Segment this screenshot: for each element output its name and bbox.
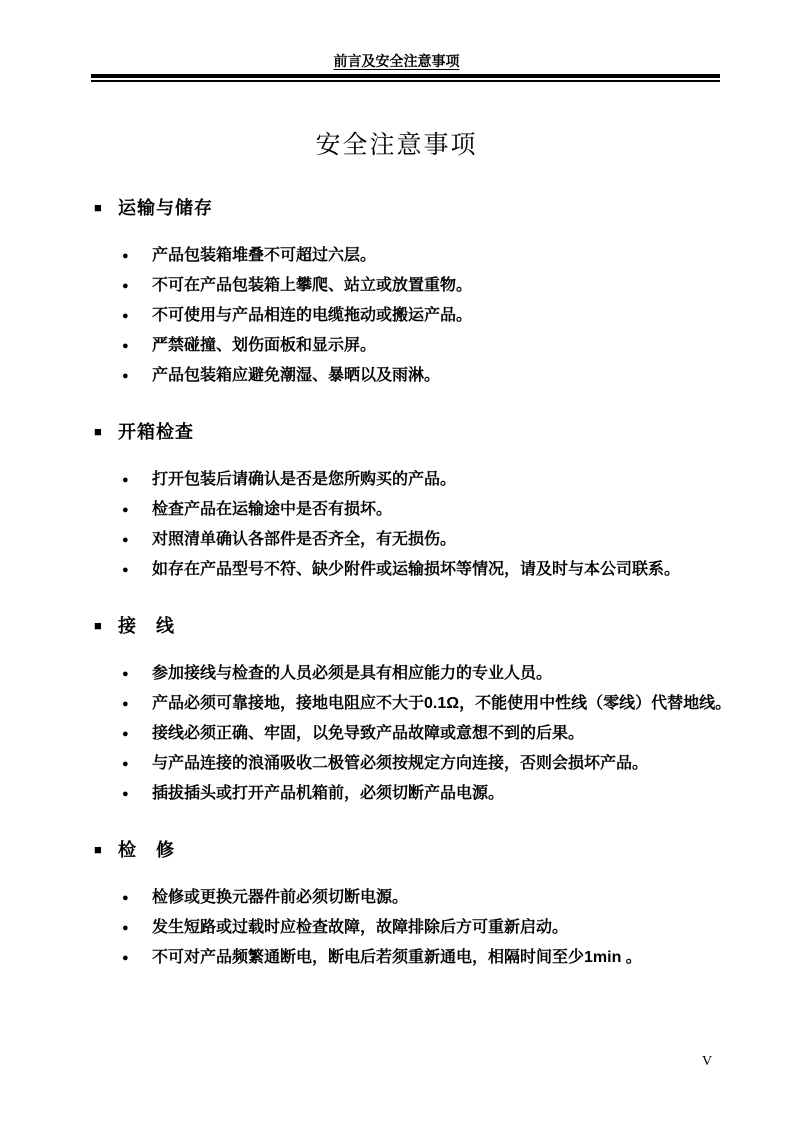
dot-bullet-icon: ●	[122, 340, 129, 352]
section-heading	[91, 197, 720, 219]
page-number: V	[702, 1054, 713, 1069]
bullet-text: 参加接线与检查的人员必须是具有相应能力的专业人员。	[152, 665, 553, 682]
section	[91, 421, 720, 585]
header-rule-thick-line	[91, 74, 720, 78]
bullet-text: 产品包装箱堆叠不可超过六层。	[152, 247, 377, 264]
list-item	[91, 719, 720, 749]
bullet-text: 发生短路或过载时应检查故障，故障排除后方可重新启动。	[152, 919, 569, 936]
bullet-text: 打开包装后请确认是否是您所购买的产品。	[152, 471, 457, 488]
dot-bullet-icon: ●	[122, 564, 129, 576]
section-heading-label: 接 线	[118, 616, 175, 636]
bullet-text: 产品包装箱应避免潮湿、暴晒以及雨淋。	[152, 367, 441, 384]
section	[91, 615, 732, 809]
dot-bullet-icon: ●	[122, 280, 129, 292]
list-item	[91, 883, 720, 913]
dot-bullet-icon: ●	[122, 668, 129, 680]
section	[91, 197, 720, 391]
list-item	[91, 495, 720, 525]
dot-bullet-icon: ●	[122, 250, 129, 262]
bullet-text: 严禁碰撞、划伤面板和显示屏。	[152, 337, 377, 354]
dot-bullet-icon: ●	[122, 728, 129, 740]
list-item	[91, 525, 720, 555]
square-bullet-icon: ■	[94, 200, 102, 215]
header-rule	[91, 74, 720, 82]
bullet-list	[91, 659, 732, 809]
running-header	[0, 52, 793, 70]
list-item	[91, 555, 720, 585]
section	[91, 839, 720, 973]
square-bullet-icon: ■	[94, 424, 102, 439]
dot-bullet-icon: ●	[122, 922, 129, 934]
bullet-list	[91, 883, 720, 973]
bullet-list	[91, 465, 720, 585]
list-item	[91, 689, 732, 719]
bullet-text: 不可对产品频繁通断电，断电后若须重新通电，相隔时间至少1min 。	[152, 949, 642, 966]
bullet-text: 接线必须正确、牢固，以免导致产品故障或意想不到的后果。	[152, 725, 585, 742]
list-item	[91, 913, 720, 943]
header-rule-thin-line	[91, 80, 720, 82]
bullet-text: 不可使用与产品相连的电缆拖动或搬运产品。	[152, 307, 473, 324]
bullet-text: 不可在产品包装箱上攀爬、站立或放置重物。	[152, 277, 473, 294]
list-item	[91, 271, 720, 301]
dot-bullet-icon: ●	[122, 758, 129, 770]
list-item	[91, 465, 720, 495]
section-heading-label: 运输与储存	[118, 198, 213, 218]
square-bullet-icon: ■	[94, 842, 102, 857]
bullet-text: 检修或更换元器件前必须切断电源。	[152, 889, 409, 906]
section-heading-label: 检 修	[118, 840, 175, 860]
bullet-text: 产品必须可靠接地，接地电阻应不大于0.1Ω，不能使用中性线（零线）代替地线。	[152, 695, 732, 712]
dot-bullet-icon: ●	[122, 534, 129, 546]
section-heading	[91, 421, 720, 443]
bullet-list	[91, 241, 720, 391]
sections	[91, 197, 732, 973]
list-item	[91, 779, 720, 809]
dot-bullet-icon: ●	[122, 474, 129, 486]
bullet-text: 与产品连接的浪涌吸收二极管必须按规定方向连接，否则会损坏产品。	[152, 755, 649, 772]
dot-bullet-icon: ●	[122, 698, 129, 710]
list-item	[91, 331, 720, 361]
dot-bullet-icon: ●	[122, 370, 129, 382]
bullet-text: 对照清单确认各部件是否齐全，有无损伤。	[152, 531, 457, 548]
section-heading	[91, 839, 720, 861]
dot-bullet-icon: ●	[122, 504, 129, 516]
dot-bullet-icon: ●	[122, 310, 129, 322]
section-heading-label: 开箱检查	[118, 422, 194, 442]
list-item	[91, 943, 720, 973]
dot-bullet-icon: ●	[122, 952, 129, 964]
bullet-text: 检查产品在运输途中是否有损坏。	[152, 501, 393, 518]
list-item	[91, 659, 720, 689]
running-header-text: 前言及安全注意事项	[333, 53, 460, 69]
section-heading	[91, 615, 720, 637]
list-item	[91, 361, 720, 391]
bullet-text: 如存在产品型号不符、缺少附件或运输损坏等情况，请及时与本公司联系。	[152, 561, 681, 578]
list-item	[91, 241, 720, 271]
square-bullet-icon: ■	[94, 618, 102, 633]
dot-bullet-icon: ●	[122, 788, 129, 800]
page-title: 安全注意事项	[315, 131, 478, 159]
bullet-text: 插拔插头或打开产品机箱前，必须切断产品电源。	[152, 785, 505, 802]
dot-bullet-icon: ●	[122, 892, 129, 904]
list-item	[91, 301, 720, 331]
list-item	[91, 749, 720, 779]
